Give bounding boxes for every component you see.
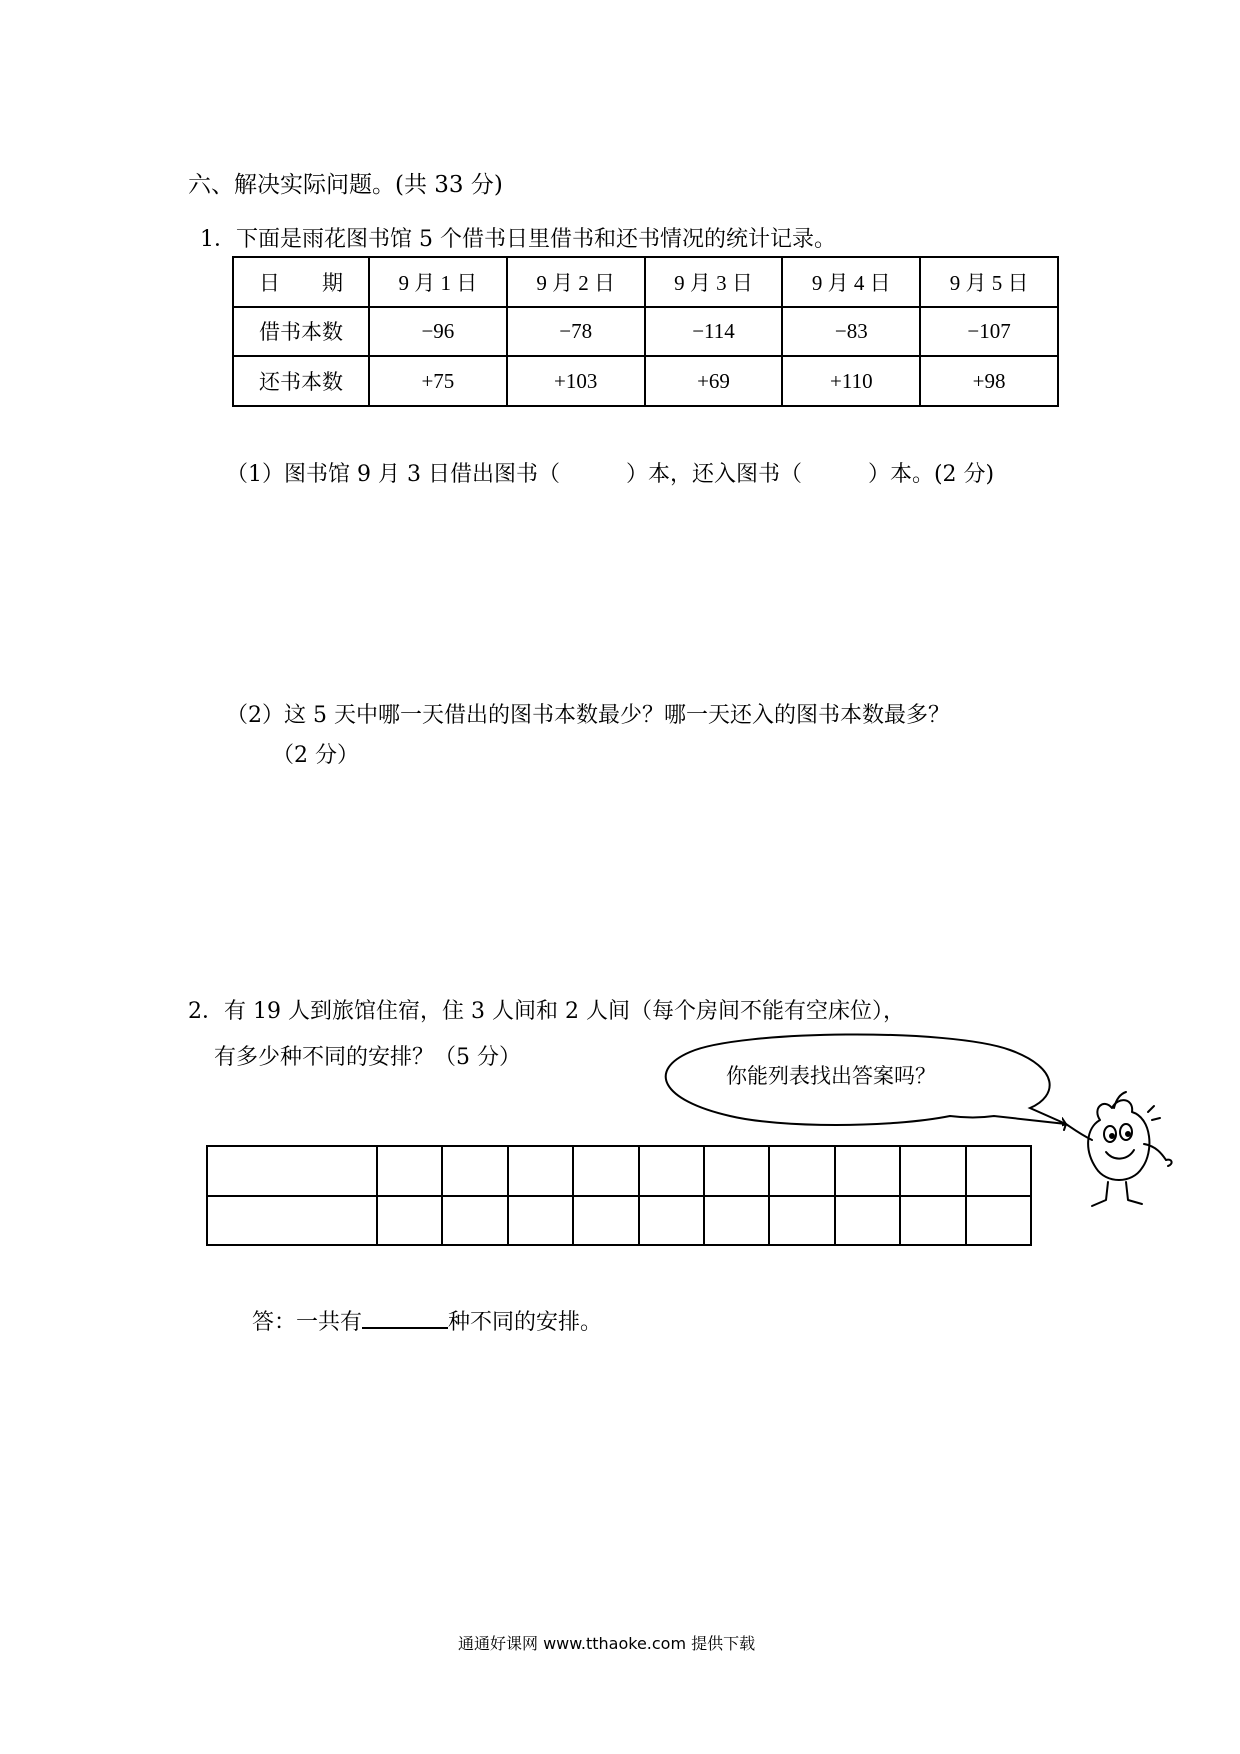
table-row bbox=[233, 257, 1058, 307]
table-cell: +75 bbox=[369, 356, 507, 406]
question-1-stem: 1．下面是雨花图书馆 5 个借书日里借书和还书情况的统计记录。 bbox=[200, 227, 836, 252]
table-header-cell: 9 月 1 日 bbox=[369, 257, 507, 307]
table-row-label: 还书本数 bbox=[233, 356, 369, 406]
section-title: 六、解决实际问题。(共 33 分) bbox=[188, 172, 503, 198]
answer-blank[interactable] bbox=[362, 1309, 448, 1329]
table-row-label: 借书本数 bbox=[233, 307, 369, 357]
table-row bbox=[207, 1146, 1031, 1196]
question-2-stem: 2．有 19 人到旅馆住宿，住 3 人间和 2 人间（每个房间不能有空床位）， bbox=[188, 999, 905, 1024]
grid-cell[interactable] bbox=[769, 1196, 834, 1246]
grid-cell[interactable] bbox=[508, 1146, 573, 1196]
grid-cell[interactable] bbox=[639, 1146, 704, 1196]
grid-cell[interactable] bbox=[966, 1146, 1031, 1196]
cartoon-mascot-icon bbox=[1062, 1088, 1182, 1216]
answer-prefix: 答：一共有 bbox=[252, 1310, 363, 1335]
table-cell: −107 bbox=[920, 307, 1058, 357]
grid-cell[interactable] bbox=[573, 1196, 638, 1246]
library-stats-table bbox=[232, 256, 1059, 407]
table-cell: +98 bbox=[920, 356, 1058, 406]
grid-cell[interactable] bbox=[508, 1196, 573, 1246]
question-1-part-2-points: （2 分） bbox=[272, 743, 359, 768]
grid-cell[interactable] bbox=[639, 1196, 704, 1246]
grid-cell[interactable] bbox=[442, 1196, 507, 1246]
footer-credit: 通通好课网 www.tthaoke.com 提供下载 bbox=[458, 1634, 756, 1653]
grid-cell[interactable] bbox=[704, 1196, 769, 1246]
grid-cell[interactable] bbox=[835, 1196, 900, 1246]
grid-cell[interactable] bbox=[966, 1196, 1031, 1246]
grid-cell[interactable] bbox=[442, 1146, 507, 1196]
table-header-cell: 9 月 2 日 bbox=[507, 257, 645, 307]
grid-cell[interactable] bbox=[207, 1196, 377, 1246]
grid-cell[interactable] bbox=[900, 1196, 965, 1246]
table-row bbox=[233, 307, 1058, 357]
table-cell: −78 bbox=[507, 307, 645, 357]
arrangement-answer-grid bbox=[206, 1145, 1032, 1246]
table-cell: +110 bbox=[782, 356, 920, 406]
table-header-cell: 9 月 3 日 bbox=[645, 257, 783, 307]
grid-cell[interactable] bbox=[900, 1146, 965, 1196]
table-cell: −83 bbox=[782, 307, 920, 357]
question-2-stem-continued: 有多少种不同的安排？（5 分） bbox=[214, 1045, 521, 1070]
question-1-part-2: （2）这 5 天中哪一天借出的图书本数最少？哪一天还入的图书本数最多？ bbox=[226, 703, 950, 728]
table-cell: −114 bbox=[645, 307, 783, 357]
table-cell: −96 bbox=[369, 307, 507, 357]
answer-line bbox=[252, 1305, 602, 1336]
answer-suffix: 种不同的安排。 bbox=[448, 1310, 603, 1335]
table-header-cell: 9 月 4 日 bbox=[782, 257, 920, 307]
grid-cell[interactable] bbox=[377, 1146, 442, 1196]
grid-cell[interactable] bbox=[573, 1146, 638, 1196]
table-cell: +69 bbox=[645, 356, 783, 406]
grid-cell[interactable] bbox=[835, 1146, 900, 1196]
grid-cell[interactable] bbox=[704, 1146, 769, 1196]
table-cell: +103 bbox=[507, 356, 645, 406]
table-header-cell: 日 期 bbox=[233, 257, 369, 307]
question-1-part-1: （1）图书馆 9 月 3 日借出图书（ ）本，还入图书（ ）本。(2 分) bbox=[226, 462, 995, 487]
speech-bubble-text: 你能列表找出答案吗？ bbox=[726, 1064, 936, 1088]
table-row bbox=[207, 1196, 1031, 1246]
grid-cell[interactable] bbox=[769, 1146, 834, 1196]
table-row bbox=[233, 356, 1058, 406]
grid-cell[interactable] bbox=[207, 1146, 377, 1196]
grid-cell[interactable] bbox=[377, 1196, 442, 1246]
table-header-cell: 9 月 5 日 bbox=[920, 257, 1058, 307]
